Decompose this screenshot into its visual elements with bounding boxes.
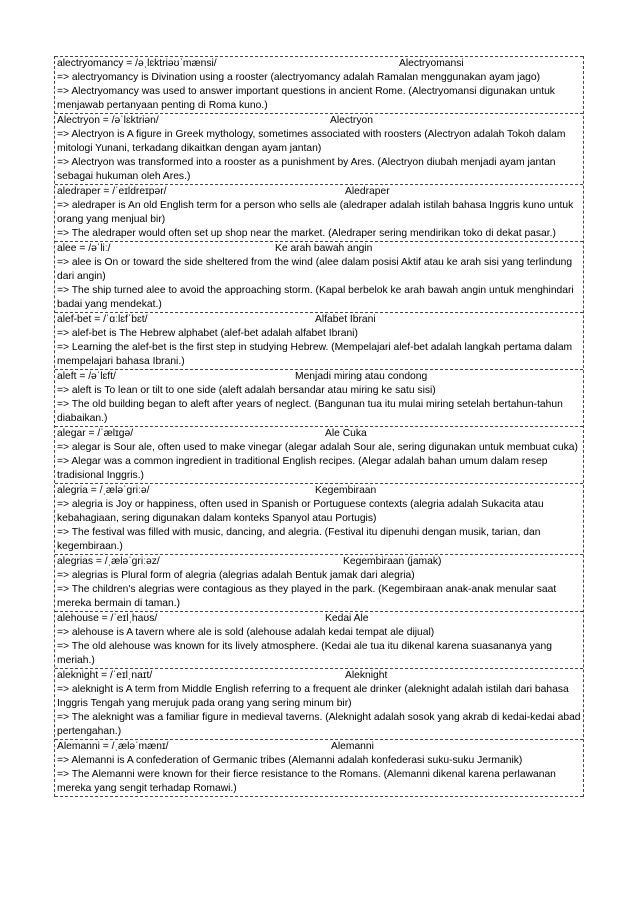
entry-example: => The old alehouse was known for its lively atmosphere. (Kedai ale tua itu dikenal karena suasananya yang meriah.)	[57, 641, 552, 666]
entry-word-pronunciation: alegar = /ˈælɪɡə/	[57, 428, 134, 439]
entry-header	[57, 370, 582, 384]
entry-word-pronunciation: alee = /əˈliː/	[57, 243, 111, 254]
entry-definition: => aledraper is An old English term for a person who sells ale (aledraper adalah istilah bahasa Inggris kuno untuk orang yang menjual bir)	[57, 200, 574, 225]
entry-translation: Aledraper	[345, 186, 390, 197]
entry-definition: => Alectryon is A figure in Greek mythology, sometimes associated with roosters (Alectryon adalah Tokoh dalam mitologi Yunani, terkadang dikaitkan dengan ayam jantan)	[57, 129, 566, 154]
dictionary-entry	[55, 113, 583, 184]
entry-translation: Alfabet Ibrani	[315, 314, 376, 325]
entry-definition: => alegria is Joy or happiness, often used in Spanish or Portuguese contexts (alegria adalah Sukacita atau kebahagiaan, sering digunakan dalam konteks Spanyol atau Portugis)	[57, 499, 544, 524]
entry-definition: => alegar is Sour ale, often used to make vinegar (alegar adalah Sour ale, sering digunakan untuk membuat cuka)	[57, 442, 578, 453]
dictionary-entry	[55, 739, 583, 797]
dictionary-entry	[55, 483, 583, 554]
entry-example: => The festival was filled with music, dancing, and alegria. (Festival itu dipenuhi dengan musik, tarian, dan kegembiraan.)	[57, 527, 541, 552]
entry-word-pronunciation: Alectryon = /əˈlɛktriən/	[57, 115, 159, 126]
entry-translation: Ke arah bawah angin	[275, 243, 373, 254]
entry-header	[57, 555, 582, 569]
entry-word-pronunciation: alehouse = /ˈeɪlˌhaʊs/	[57, 613, 158, 624]
entry-translation: Kegembiraan (jamak)	[343, 556, 442, 567]
entry-definition: => alee is On or toward the side sheltered from the wind (alee dalam posisi Aktif atau ke arah sisi yang terlindung dari angin)	[57, 257, 573, 282]
entry-translation: Aleknight	[345, 670, 388, 681]
entry-word-pronunciation: aleft = /əˈlɛft/	[57, 371, 116, 382]
entry-definition: => alegrias is Plural form of alegria (alegrias adalah Bentuk jamak dari alegria)	[57, 570, 415, 581]
dictionary-entry	[55, 241, 583, 312]
entry-example: => The Alemanni were known for their fierce resistance to the Romans. (Alemanni dikenal karena perlawanan mereka yang sengit terhadap Romawi.)	[57, 769, 556, 794]
entry-translation: Alemanni	[331, 741, 374, 752]
entry-definition: => alectryomancy is Divination using a rooster (alectryomancy adalah Ramalan menggunakan ayam jago)	[57, 72, 541, 83]
dictionary-entry	[55, 369, 583, 426]
entry-example: => Alectryomancy was used to answer important questions in ancient Rome. (Alectryomansi digunakan untuk menjawab pertanyaan penting di Roma kuno.)	[57, 86, 555, 111]
entry-translation: Kegembiraan	[315, 485, 377, 496]
entry-header	[57, 427, 582, 441]
entry-header	[57, 114, 582, 128]
entry-translation: Menjadi miring atau condong	[295, 371, 428, 382]
dictionary-entry	[55, 312, 583, 369]
entry-definition: => alef-bet is The Hebrew alphabet (alef-bet adalah alfabet Ibrani)	[57, 328, 358, 339]
entry-header	[57, 185, 582, 199]
dictionary-entry-list	[54, 56, 584, 797]
entry-example: => The children's alegrias were contagious as they played in the park. (Kegembiraan anak-anak menular saat mereka bermain di taman.)	[57, 584, 557, 609]
entry-example: => The aledraper would often set up shop near the market. (Aledraper sering mendirikan toko di dekat pasar.)	[57, 228, 556, 239]
entry-header	[57, 740, 582, 754]
entry-word-pronunciation: alegrias = /ˌæləˈɡriːəz/	[57, 556, 160, 567]
entry-header	[57, 612, 582, 626]
dictionary-entry	[55, 426, 583, 483]
entry-translation: Alectryomansi	[399, 58, 464, 69]
entry-example: => The aleknight was a familiar figure in medieval taverns. (Aleknight adalah sosok yang akrab di kedai-kedai abad pertengahan.)	[57, 712, 581, 737]
entry-example: => Learning the alef-bet is the first step in studying Hebrew. (Mempelajari alef-bet adalah langkah pertama dalam mempelajari bahasa Ibrani.)	[57, 342, 573, 367]
entry-definition: => alehouse is A tavern where ale is sold (alehouse adalah kedai tempat ale dijual)	[57, 627, 435, 638]
entry-example: => The old building began to aleft after years of neglect. (Bangunan tua itu mulai miring setelah bertahun-tahun diabaikan.)	[57, 399, 563, 424]
entry-header	[57, 669, 582, 683]
entry-word-pronunciation: alef-bet = /ˈɑːlɛfˈbɛt/	[57, 314, 148, 325]
entry-word-pronunciation: Alemanni = /ˌæləˈmænɪ/	[57, 741, 169, 752]
entry-header	[57, 242, 582, 256]
entry-example: => Alectryon was transformed into a rooster as a punishment by Ares. (Alectryon diubah menjadi ayam jantan sebagai hukuman oleh Ares.)	[57, 157, 556, 182]
entry-word-pronunciation: alegria = /ˌæləˈɡriːə/	[57, 485, 150, 496]
entry-header	[57, 484, 582, 498]
entry-word-pronunciation: alectryomancy = /əˌlɛktriəʊˈmænsi/	[57, 58, 217, 69]
entry-definition: => aleft is To lean or tilt to one side (aleft adalah bersandar atau miring ke satu sisi)	[57, 385, 436, 396]
entry-header	[57, 313, 582, 327]
dictionary-entry	[55, 611, 583, 668]
entry-translation: Ale Cuka	[325, 428, 367, 439]
entry-word-pronunciation: aledraper = /ˈeɪldreɪpər/	[57, 186, 167, 197]
dictionary-entry	[55, 184, 583, 241]
dictionary-entry	[55, 668, 583, 739]
dictionary-entry	[55, 554, 583, 611]
dictionary-entry	[55, 56, 583, 113]
entry-translation: Kedai Ale	[325, 613, 369, 624]
entry-word-pronunciation: aleknight = /ˈeɪlˌnaɪt/	[57, 670, 153, 681]
entry-definition: => aleknight is A term from Middle English referring to a frequent ale drinker (aleknight adalah istilah dari bahasa Inggris Tengah yang merujuk pada orang yang sering minum bir)	[57, 684, 569, 709]
entry-definition: => Alemanni is A confederation of Germanic tribes (Alemanni adalah konfederasi suku-suku Jermanik)	[57, 755, 523, 766]
entry-example: => Alegar was a common ingredient in traditional English recipes. (Alegar adalah bahan umum dalam resep tradisional Inggris.)	[57, 456, 548, 481]
entry-translation: Alectryon	[330, 115, 373, 126]
entry-header	[57, 57, 582, 71]
entry-example: => The ship turned alee to avoid the approaching storm. (Kapal berbelok ke arah bawah angin untuk menghindari badai yang mendekat.)	[57, 285, 574, 310]
